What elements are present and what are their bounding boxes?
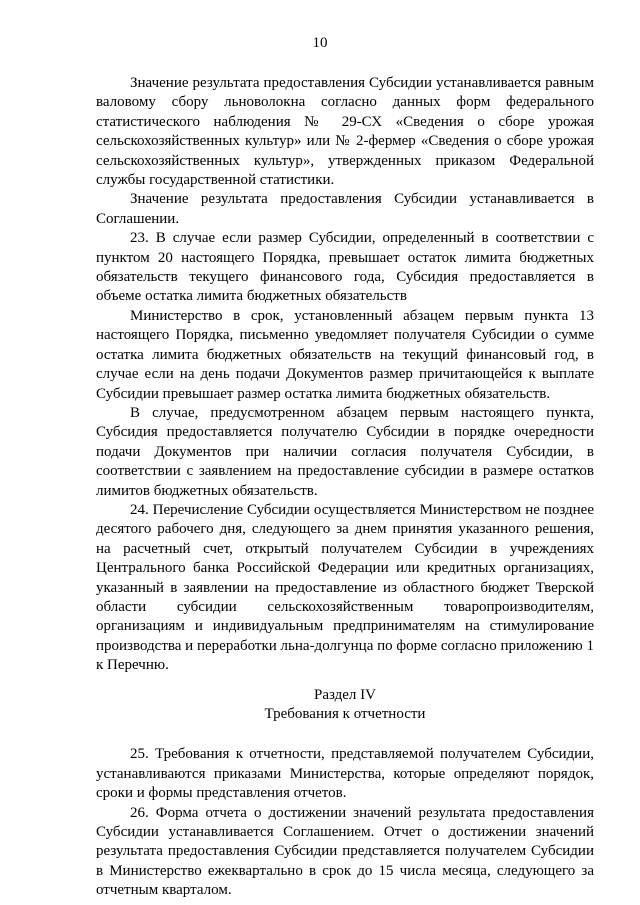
paragraph-result-agreement: Значение результата предоставления Субсидии устанавливается в Соглашении.	[96, 191, 594, 227]
paragraph-item-26: 26. Форма отчета о достижении значений результата предоставления Субсидии устанавливается Соглашением. Отчет о достижении значений результата предоставления Субсидии представляется получателем Субсидии в Министерство ежеквартально в срок до 15 числа месяца, следующего за отчетным кварталом.	[96, 804, 594, 899]
paragraph-order-of-submission: В случае, предусмотренном абзацем первым настоящего пункта, Субсидия предоставляется получателю Субсидии в порядке очередности подачи Документов при наличии согласия получателя Субсидии, в соответствии с заявлением на предоставление субсидии в размере остатков лимитов бюджетных обязательств.	[96, 404, 594, 499]
section-title: Требования к отчетности	[264, 706, 426, 722]
paragraph-item-25: 25. Требования к отчетности, представляемой получателем Субсидии, устанавливаются приказами Министерства, которые определяют порядок, сроки и формы представления отчетов.	[96, 746, 594, 802]
paragraph-ministry-notice: Министерство в срок, установленный абзацем первым пункта 13 настоящего Порядка, письменно уведомляет получателя Субсидии о сумме остатка лимита бюджетных обязательств на текущий финансовый год, в случае если на день подачи Документов размер причитающейся к выплате Субсидии превышает размер остатка лимита бюджетных обязательств.	[96, 307, 594, 402]
paragraph-item-24: 24. Перечисление Субсидии осуществляется Министерством не позднее десятого рабочего дня, следующего за днем принятия указанного решения, на расчетный счет, открытый получателем Субсидии в учреждениях Центрального банка Российской Федерации или кредитных организациях, указанный в заявлении на предоставление из областного бюджет Тверской области субсидии сельскохозяйственным товаропроизводителям, организациям и индивидуальным предпринимателям на стимулирование производства и переработки льна-долгунца по форме согласно приложению 1 к Перечню.	[96, 501, 594, 674]
page-number: 10	[312, 35, 328, 51]
document-body	[96, 74, 594, 901]
paragraph-result-value: Значение результата предоставления Субсидии устанавливается равным валовому сбору льноволокна согласно данных форм федерального статистического наблюдения № 29-СХ «Сведения о сборе урожая сельскохозяйственных культур» или № 2-фермер «Сведения о сборе урожая сельскохозяйственных культур», утвержденных приказом Федеральной службы государственной статистики.	[96, 75, 594, 189]
paragraph-item-23: 23. В случае если размер Субсидии, определенный в соответствии с пунктом 20 настоящего Порядка, превышает остаток лимита бюджетных обязательств текущего финансового года, Субсидия предоставляется в объеме остатка лимита бюджетных обязательств	[96, 230, 594, 305]
section-number: Раздел IV	[313, 686, 376, 703]
